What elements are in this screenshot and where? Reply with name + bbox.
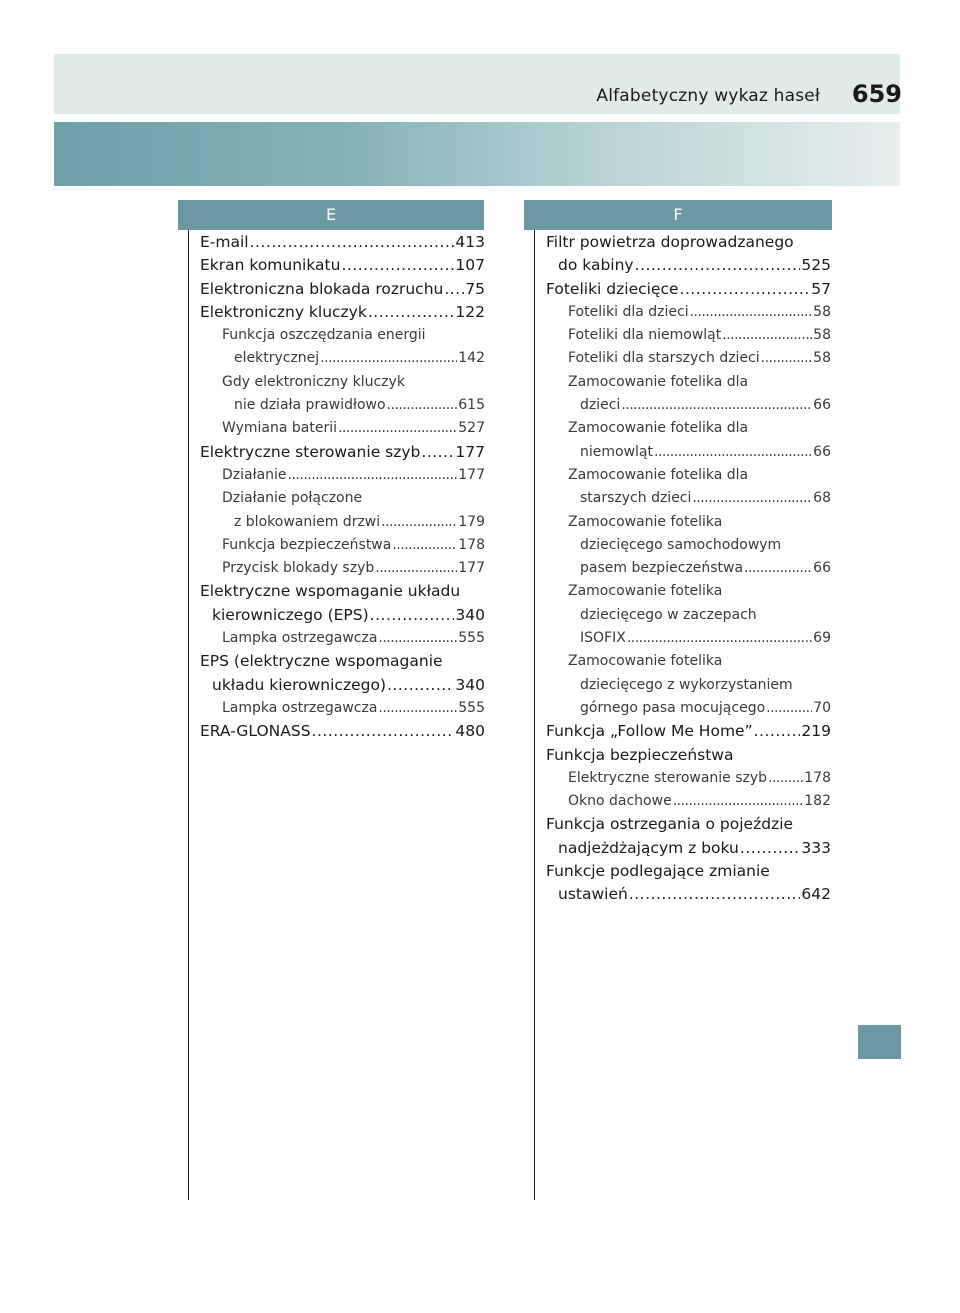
index-subentry: [546, 324, 831, 347]
page-reference: 182: [804, 793, 831, 810]
dot-leader: [288, 464, 458, 487]
index-column-f: [546, 231, 831, 907]
entry-text: Zamocowanie fotelika dla: [568, 373, 749, 390]
page-reference: 58: [813, 327, 831, 344]
page-reference: 527: [458, 420, 485, 437]
dot-leader: [387, 674, 454, 697]
index-subentry: [200, 394, 485, 417]
index-subentry: [546, 674, 831, 697]
index-subentry: [546, 464, 831, 487]
dot-leader: [692, 487, 812, 510]
page-reference: 413: [455, 233, 485, 251]
index-entry: [200, 580, 485, 603]
index-subentry: [546, 394, 831, 417]
index-subentry: [200, 487, 485, 510]
entry-text: Foteliki dla dzieci: [568, 303, 689, 320]
index-entry: [546, 254, 831, 277]
page-reference: 69: [813, 630, 831, 647]
index-entry: [200, 278, 485, 301]
entry-text: Wymiana baterii: [222, 420, 337, 437]
decorative-banner: [54, 122, 900, 186]
entry-text: Lampka ostrzegawcza: [222, 630, 378, 647]
page-number: 659: [851, 80, 902, 108]
column-rule-e: [188, 230, 189, 1200]
index-subentry: [200, 534, 485, 557]
entry-text: Funkcja „Follow Me Home”: [546, 722, 753, 741]
entry-text: Foteliki dla starszych dzieci: [568, 350, 760, 367]
index-entry: [200, 231, 485, 254]
page-reference: 340: [455, 675, 485, 694]
page-reference: 107: [455, 256, 485, 275]
index-subentry: [546, 441, 831, 464]
entry-text: EPS (elektryczne wspomaganie: [200, 652, 443, 671]
index-subentry: [546, 371, 831, 394]
entry-text: ISOFIX: [580, 630, 626, 647]
page-reference: 480: [455, 722, 485, 741]
entry-text: Lampka ostrzegawcza: [222, 699, 378, 716]
index-subentry: [546, 511, 831, 534]
dot-leader: [768, 767, 803, 790]
dot-leader: [375, 557, 457, 580]
page-reference: 219: [801, 722, 831, 741]
dot-leader: [761, 347, 813, 370]
entry-text: Funkcje podlegające zmianie: [546, 862, 770, 881]
entry-text: Zamocowanie fotelika: [568, 653, 723, 670]
page-reference: 177: [458, 466, 485, 483]
dot-leader: [341, 254, 454, 277]
dot-leader: [392, 534, 457, 557]
page-reference: 68: [813, 490, 831, 507]
entry-text: Zamocowanie fotelika dla: [568, 420, 749, 437]
index-entry: [200, 720, 485, 743]
index-entry: [546, 744, 831, 767]
page-reference: 58: [813, 303, 831, 320]
entry-text: Foteliki dziecięce: [546, 279, 679, 298]
index-subentry: [546, 604, 831, 627]
index-subentry: [546, 347, 831, 370]
section-header-f: F: [524, 200, 832, 230]
page-reference: 179: [458, 513, 485, 530]
dot-leader: [690, 301, 813, 324]
index-entry: [546, 278, 831, 301]
page-reference: 75: [465, 279, 485, 298]
index-subentry: [200, 697, 485, 720]
index-entry: [546, 813, 831, 836]
entry-text: do kabiny: [558, 256, 634, 275]
index-subentry: [200, 347, 485, 370]
dot-leader: [744, 557, 812, 580]
dot-leader: [250, 231, 455, 254]
page-reference: 58: [813, 350, 831, 367]
entry-text: Elektroniczna blokada rozruchu: [200, 279, 444, 298]
index-entry: [200, 604, 485, 627]
index-subentry: [546, 301, 831, 324]
entry-text: układu kierowniczego): [212, 675, 386, 694]
entry-text: Przycisk blokady szyb: [222, 560, 375, 577]
index-subentry: [546, 534, 831, 557]
entry-text: Zamocowanie fotelika: [568, 513, 723, 530]
dot-leader: [378, 627, 457, 650]
dot-leader: [754, 720, 801, 743]
entry-text: Foteliki dla niemowląt: [568, 327, 722, 344]
entry-text: Gdy elektroniczny kluczyk: [222, 373, 405, 390]
index-entry: [546, 720, 831, 743]
index-entry: [200, 254, 485, 277]
index-subentry: [200, 324, 485, 347]
entry-text: dziecięcego z wykorzystaniem: [580, 676, 793, 693]
dot-leader: [654, 441, 812, 464]
index-subentry: [200, 627, 485, 650]
entry-text: Działanie połączone: [222, 490, 363, 507]
page-reference: 177: [458, 560, 485, 577]
entry-text: ustawień: [558, 885, 628, 904]
page-reference: 57: [811, 279, 831, 298]
entry-text: Elektryczne sterowanie szyb: [200, 442, 421, 461]
page-reference: 178: [804, 769, 831, 786]
page-reference: 122: [455, 302, 485, 321]
dot-leader: [368, 301, 455, 324]
entry-text: pasem bezpieczeństwa: [580, 560, 744, 577]
entry-text: Funkcja oszczędzania energii: [222, 327, 426, 344]
entry-text: elektrycznej: [234, 350, 320, 367]
index-subentry: [200, 464, 485, 487]
dot-leader: [673, 790, 804, 813]
dot-leader: [312, 720, 455, 743]
index-entry: [200, 650, 485, 673]
dot-leader: [381, 511, 457, 534]
index-subentry: [200, 557, 485, 580]
index-subentry: [546, 650, 831, 673]
entry-text: dziecięcego w zaczepach: [580, 606, 757, 623]
entry-text: Filtr powietrza doprowadzanego: [546, 233, 794, 251]
index-subentry: [546, 557, 831, 580]
dot-leader: [627, 627, 812, 650]
entry-text: Elektryczne sterowanie szyb: [568, 769, 768, 786]
dot-leader: [722, 324, 812, 347]
index-subentry: [200, 417, 485, 440]
page-reference: 142: [458, 350, 485, 367]
page-reference: 642: [801, 885, 831, 904]
index-entry: [200, 674, 485, 697]
entry-text: Funkcja bezpieczeństwa: [222, 536, 392, 553]
index-entry: [546, 883, 831, 906]
entry-text: górnego pasa mocującego: [580, 699, 766, 716]
page-reference: 177: [455, 442, 485, 461]
entry-text: niemowląt: [580, 443, 653, 460]
entry-text: starszych dzieci: [580, 490, 692, 507]
entry-text: Funkcja ostrzegania o pojeździe: [546, 815, 794, 834]
index-column-e: [200, 231, 485, 744]
page-reference: 615: [458, 397, 485, 414]
dot-leader: [766, 697, 812, 720]
index-subentry: [546, 767, 831, 790]
entry-text: dzieci: [580, 397, 621, 414]
index-entry: [546, 231, 831, 254]
dot-leader: [387, 394, 458, 417]
index-subentry: [200, 511, 485, 534]
dot-leader: [680, 278, 811, 301]
page-reference: 178: [458, 536, 485, 553]
column-rule-f: [534, 230, 535, 1200]
index-subentry: [546, 790, 831, 813]
index-subentry: [546, 627, 831, 650]
index-subentry: [546, 697, 831, 720]
dot-leader: [444, 278, 464, 301]
index-entry: [546, 860, 831, 883]
page-reference: 66: [813, 397, 831, 414]
entry-text: Ekran komunikatu: [200, 256, 341, 275]
page-reference: 555: [458, 699, 485, 716]
dot-leader: [635, 254, 801, 277]
entry-text: dziecięcego samochodowym: [580, 536, 782, 553]
section-header-e: E: [178, 200, 484, 230]
entry-text: kierowniczego (EPS): [212, 605, 369, 624]
dot-leader: [338, 417, 457, 440]
page-reference: 66: [813, 443, 831, 460]
dot-leader: [621, 394, 812, 417]
index-subentry: [546, 417, 831, 440]
entry-text: Okno dachowe: [568, 793, 672, 810]
entry-text: nadjeżdżającym z boku: [558, 838, 739, 857]
entry-text: nie działa prawidłowo: [234, 397, 386, 414]
index-entry: [546, 837, 831, 860]
entry-text: Elektryczne wspomaganie układu: [200, 582, 461, 601]
section-tab-marker: [858, 1025, 901, 1059]
entry-text: Działanie: [222, 466, 287, 483]
index-subentry: [200, 371, 485, 394]
entry-text: Elektroniczny kluczyk: [200, 302, 367, 321]
page-header-title: Alfabetyczny wykaz haseł: [596, 86, 820, 106]
dot-leader: [378, 697, 457, 720]
index-subentry: [546, 580, 831, 603]
page-reference: 340: [455, 605, 485, 624]
entry-text: z blokowaniem drzwi: [234, 513, 381, 530]
index-entry: [200, 301, 485, 324]
dot-leader: [370, 604, 455, 627]
entry-text: Zamocowanie fotelika: [568, 583, 723, 600]
page-reference: 333: [801, 838, 831, 857]
entry-text: Funkcja bezpieczeństwa: [546, 745, 734, 764]
index-subentry: [546, 487, 831, 510]
entry-text: Zamocowanie fotelika dla: [568, 466, 749, 483]
page-reference: 555: [458, 630, 485, 647]
dot-leader: [320, 347, 457, 370]
index-entry: [200, 441, 485, 464]
page-reference: 66: [813, 560, 831, 577]
page-reference: 70: [813, 699, 831, 716]
entry-text: E-mail: [200, 233, 249, 251]
dot-leader: [421, 441, 454, 464]
dot-leader: [740, 837, 801, 860]
page-reference: 525: [801, 256, 831, 275]
entry-text: ERA-GLONASS: [200, 722, 311, 741]
dot-leader: [629, 883, 801, 906]
